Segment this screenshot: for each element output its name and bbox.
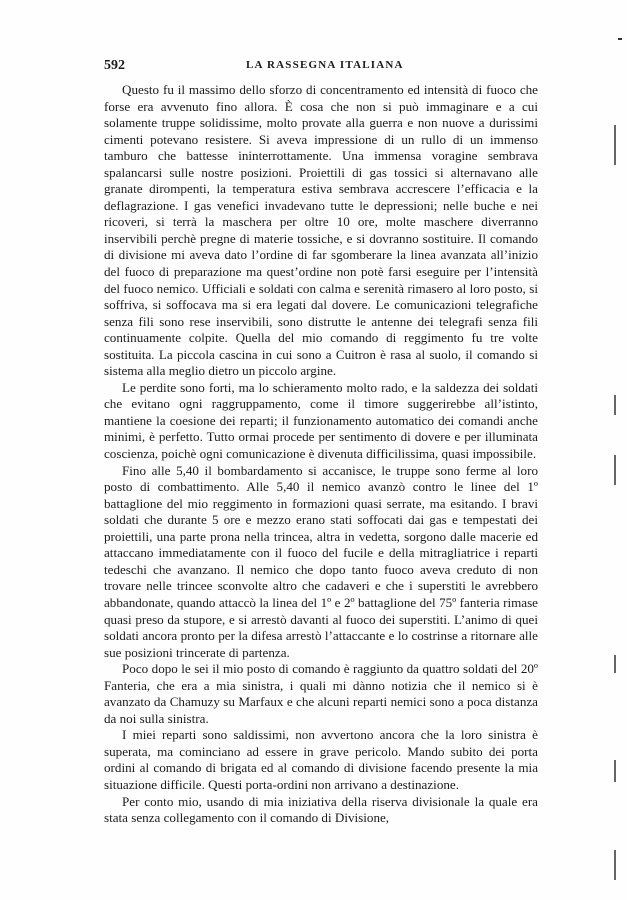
article-body	[104, 82, 538, 827]
scan-margin-tick	[614, 125, 616, 165]
scan-margin-tick	[614, 760, 616, 782]
scan-edge-mark	[618, 38, 622, 40]
paragraph: I miei reparti sono saldissimi, non avvertono ancora che la loro sinistra è superata, ma cominciano ad essere in grave pericolo. Mando subito dei porta ordini al comando di brigata ed al comando di divisione facendo presente la mia situazione difficile. Questi porta-ordini non arrivano a destinazione.	[104, 727, 538, 792]
scan-margin-tick	[614, 395, 616, 415]
paragraph: Le perdite sono forti, ma lo schieramento molto rado, e la saldezza dei soldati che evitano ogni raggruppamento, come il timore suggerirebbe all’istinto, mantiene la coesione dei reparti; il funzionamento automatico dei comandi anche minimi, è perfetto. Tutto ormai procede per sentimento di dovere e per illuminata coscienza, poichè ogni comunicazione è divenuta difficilissima, quasi impossibile.	[104, 379, 538, 462]
scan-margin-tick	[614, 655, 616, 673]
scan-margin-tick	[614, 455, 616, 485]
journal-title: LA RASSEGNA ITALIANA	[246, 59, 404, 71]
page-number: 592	[104, 58, 125, 73]
paragraph: Fino alle 5,40 il bombardamento si accanisce, le truppe sono ferme al loro posto di combattimento. Alle 5,40 il nemico avanzò contro le linee del 1º battaglione del mio reggimento in formazioni quasi serrate, ma esitando. I bravi soldati che durante 5 ore e mezzo erano stati soffocati dai gas e tempestati dei proiettili, una parte prona nella trincea, altra in vedetta, sorgono dalle macerie ed attaccano immediatamente con il fuoco del fucile e della mitragliatrice i reparti tedeschi che avanzano. Il nemico che dopo tanto fuoco aveva creduto di non trovare nelle trincee sconvolte altro che cadaveri e che i superstiti le avrebbero abbandonate, quando attaccò la linea del 1º e 2º battaglione del 75º fanteria rimase quasi preso da stupore, e si arrestò davanti al fuoco dei superstiti. L’animo di quei soldati ancora pronto per la difesa arrestò l’attaccante e lo costrinse a ritornare alle sue posizioni trincerate di partenza.	[104, 462, 538, 660]
running-header	[104, 58, 538, 78]
paragraph: Per conto mio, usando di mia iniziativa della riserva divisionale la quale era stata senza collegamento con il comando di Divisione,	[104, 793, 538, 826]
scan-margin-tick	[614, 850, 616, 880]
paragraph: Questo fu il massimo dello sforzo di concentramento ed intensità di fuoco che forse era avvenuto fino allora. È cosa che non si può immaginare e a cui solamente truppe solidissime, molto provate alla guerra e non nuove a durissimi cimenti potevano resistere. Si aveva impressione di un rullo di un immenso tamburo che battesse ininterrottamente. Una immensa voragine sembrava spalancarsi sulle nostre posizioni. Proiettili di gas tossici si alternavano alle granate dirompenti, la temperatura estiva sembrava accrescere l’efficacia e la deflagrazione. I gas venefici invadevano tutte le depressioni; nelle buche e nei ricoveri, si terrà la maschera per oltre 10 ore, molte maschere diverranno inservibili perchè pregne di materie tossiche, e si dovranno sostituire. Il comando di divisione mi aveva dato l’ordine di far sgomberare la linea avanzata all’inizio del fuoco di preparazione ma quest’ordine non potè farsi eseguire per l’intensità del fuoco nemico. Ufficiali e soldati con calma e serenità rimasero al loro posto, si soffriva, si soffocava ma si era legati dal dovere. Le comunicazioni telegrafiche senza fili sono rese inservibili, sono distrutte le antenne dei telegrafi senza fili continuamente colpite. Quella del mio comando di reggimento fu tre volte sostituita. La piccola cascina in cui sono a Cuitron è rasa al suolo, il comando si sistema alla meglio dietro un piccolo argine.	[104, 82, 538, 379]
paragraph: Poco dopo le sei il mio posto di comando è raggiunto da quattro soldati del 20º Fanteria, che era a mia sinistra, i quali mi dànno notizia che il nemico si è avanzato da Chamuzy su Marfaux e che alcuni reparti nemici sono a poca distanza da noi sulla sinistra.	[104, 661, 538, 726]
